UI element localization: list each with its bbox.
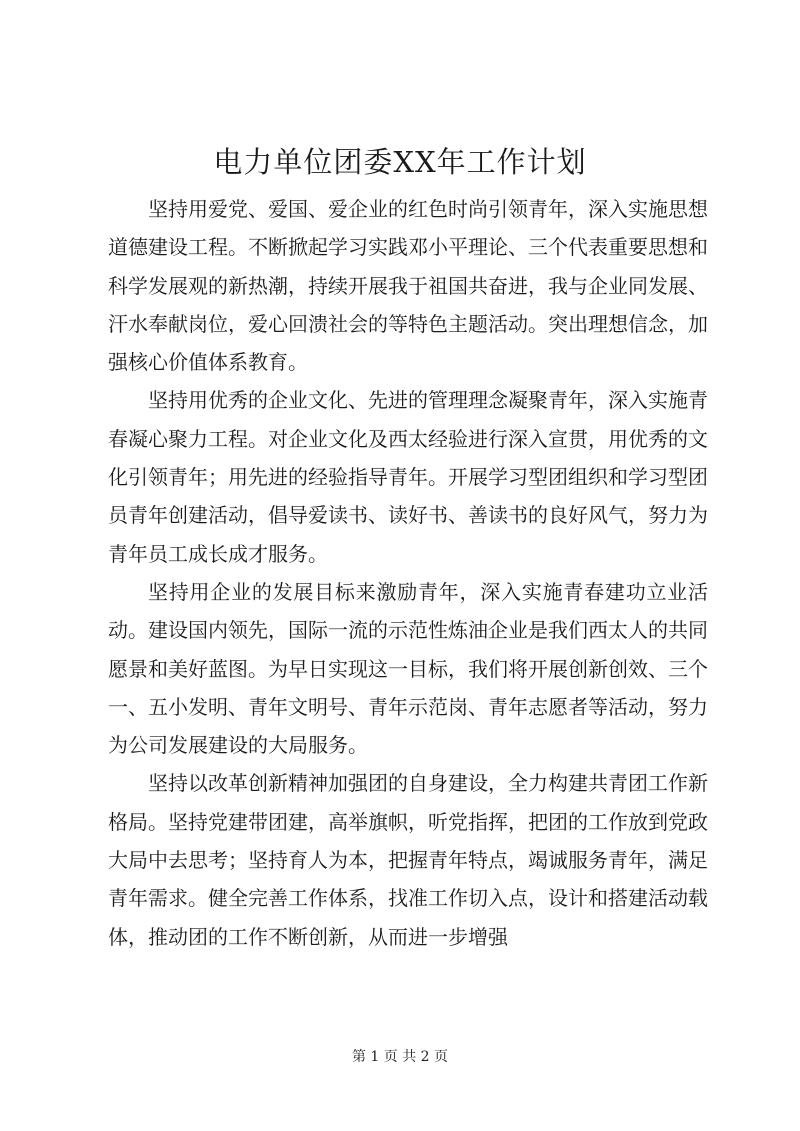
paragraph-3: 坚持用企业的发展目标来激励青年，深入实施青春建功立业活动。建设国内领先，国际一流的示范性炼油企业是我们西太人的共同愿景和美好蓝图。为早日实现这一目标，我们将开展创新创效、三个一、五小发明、青年文明号、青年示范岗、青年志愿者等活动，努力为公司发展建设的大局服务。 <box>108 579 708 758</box>
paragraph-1: 坚持用爱党、爱国、爱企业的红色时尚引领青年，深入实施思想道德建设工程。不断掀起学习实践邓小平理论、三个代表重要思想和科学发展观的新热潮，持续开展我于祖国共奋进，我与企业同发展、汗水奉献岗位，爱心回溃社会的等特色主题活动。突出理想信念，加强核心价值体系教育。 <box>108 197 708 375</box>
page-footer: 第 1 页 共 2 页 <box>351 1049 449 1065</box>
document-title: 电力单位团委XX年工作计划 <box>213 145 587 179</box>
document-body <box>108 190 708 956</box>
paragraph-4: 坚持以改革创新精神加强团的自身建设，全力构建共青团工作新格局。坚持党建带团建，高举旗帜，听党指挥，把团的工作放到党政大局中去思考；坚持育人为本，把握青年特点，竭诚服务青年，满足青年需求。健全完善工作体系，找准工作切入点，设计和搭建活动载体，推动团的工作不断创新，从而进一步增强 <box>108 771 708 949</box>
paragraph-2: 坚持用优秀的企业文化、先进的管理理念凝聚青年，深入实施青春凝心聚力工程。对企业文化及西太经验进行深入宣贯，用优秀的文化引领青年；用先进的经验指导青年。开展学习型团组织和学习型团员青年创建活动，倡导爱读书、读好书、善读书的良好风气，努力为青年员工成长成才服务。 <box>108 388 708 566</box>
